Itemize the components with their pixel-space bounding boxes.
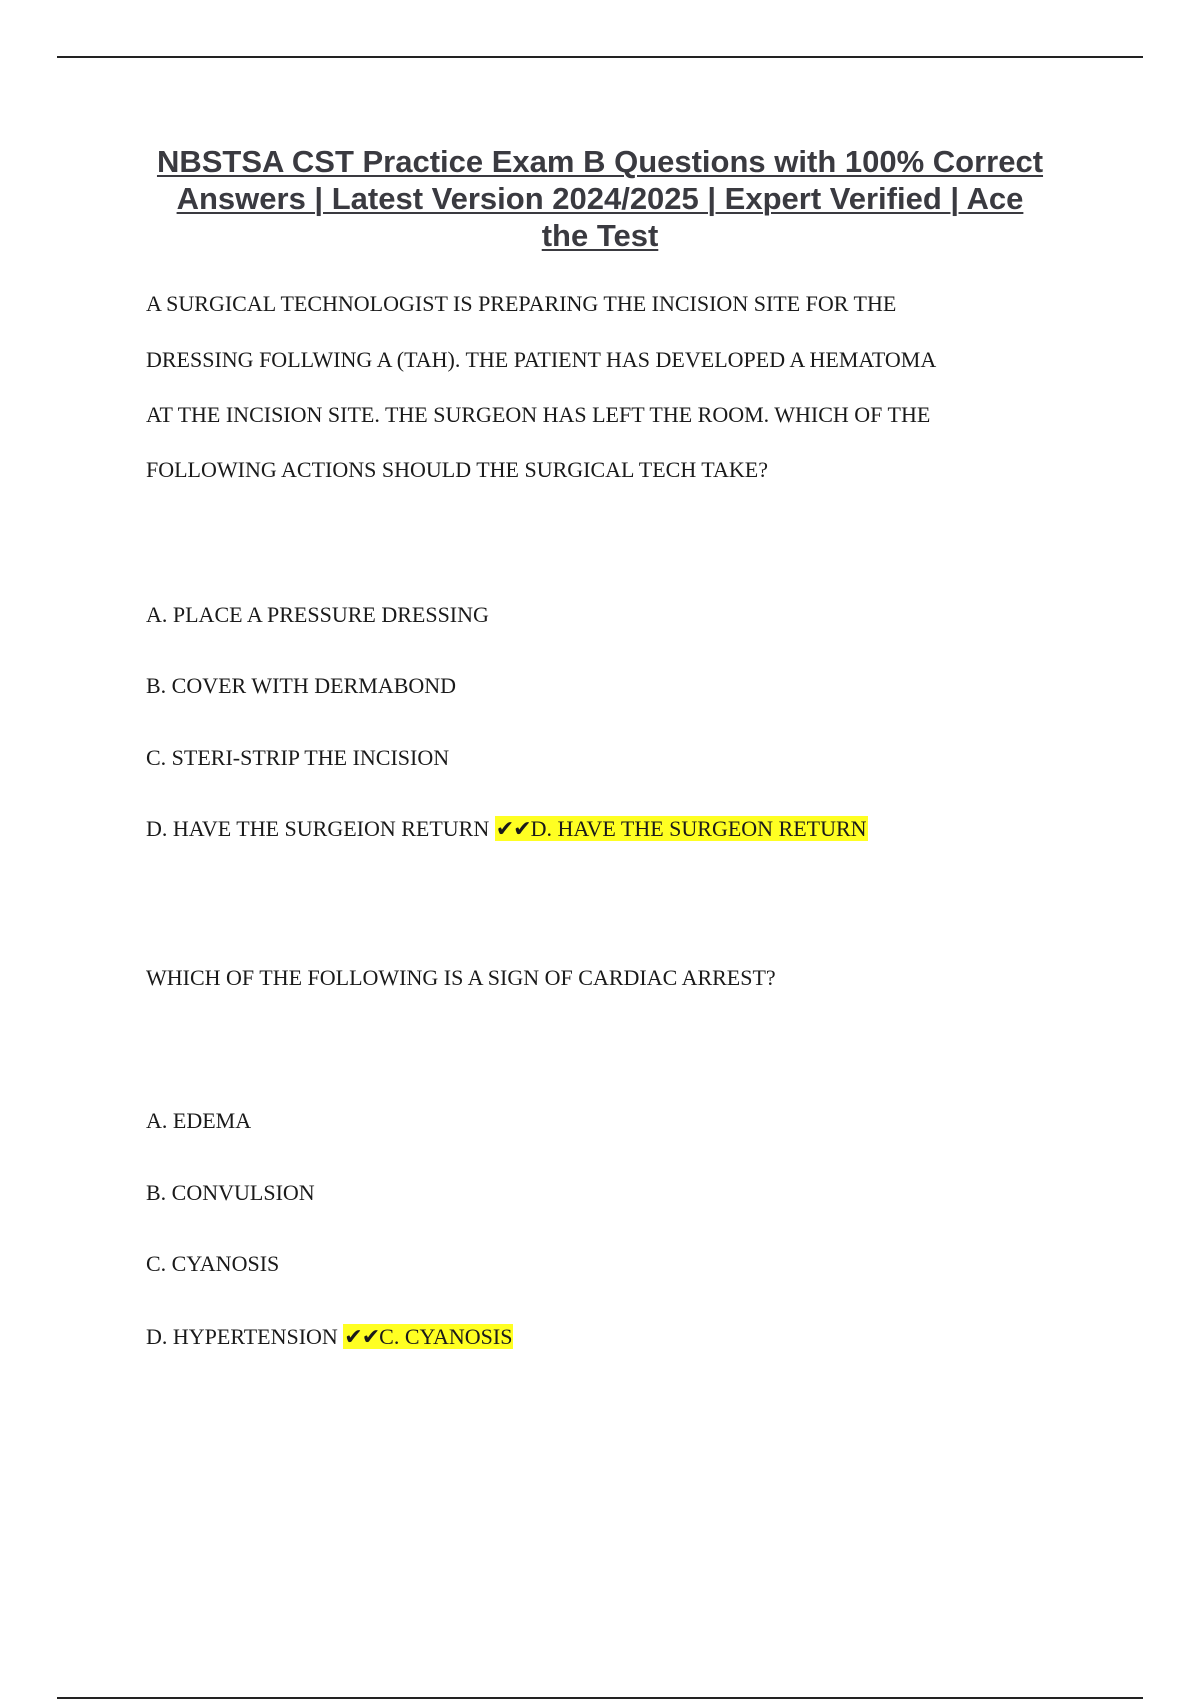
question-2-answer: C. CYANOSIS bbox=[379, 1324, 513, 1349]
bottom-rule bbox=[57, 1697, 1143, 1699]
question-1-answer: D. HAVE THE SURGEON RETURN bbox=[530, 816, 867, 841]
question-1-stem-line-2: DRESSING FOLLWING A (TAH). THE PATIENT HAS DEVELOPED A HEMATOMA bbox=[146, 347, 937, 372]
double-check-icon: ✔✔ bbox=[495, 816, 531, 841]
question-2-option-d: D. HYPERTENSION bbox=[146, 1324, 338, 1349]
question-1-option-d: D. HAVE THE SURGEION RETURN bbox=[146, 816, 490, 841]
question-2-option-b: B. CONVULSION bbox=[146, 1180, 315, 1205]
question-2-stem-line-1: WHICH OF THE FOLLOWING IS A SIGN OF CARDIAC ARREST? bbox=[146, 965, 776, 990]
double-check-icon: ✔✔ bbox=[344, 1324, 380, 1349]
document-title: NBSTSA CST Practice Exam B Questions with 100% Correct Answers | Latest Version 2024/2025 | Expert Verified | Ace the Test bbox=[156, 144, 1044, 253]
question-1-option-a: A. PLACE A PRESSURE DRESSING bbox=[146, 602, 489, 627]
question-1-answer-highlight bbox=[495, 816, 868, 841]
question-2-option-a: A. EDEMA bbox=[146, 1108, 252, 1133]
question-1-stem-line-3: AT THE INCISION SITE. THE SURGEON HAS LEFT THE ROOM. WHICH OF THE bbox=[146, 402, 931, 427]
question-1-option-d-row bbox=[146, 816, 868, 842]
question-1-option-b: B. COVER WITH DERMABOND bbox=[146, 673, 457, 698]
question-2-option-d-row bbox=[146, 1324, 513, 1350]
question-2-answer-highlight bbox=[343, 1324, 513, 1349]
question-1-stem-line-4: FOLLOWING ACTIONS SHOULD THE SURGICAL TECH TAKE? bbox=[146, 457, 768, 482]
question-1-option-c: C. STERI-STRIP THE INCISION bbox=[146, 745, 450, 770]
question-1-stem-line-1: A SURGICAL TECHNOLOGIST IS PREPARING THE INCISION SITE FOR THE bbox=[146, 291, 897, 316]
top-rule bbox=[57, 56, 1143, 58]
question-2-option-c: C. CYANOSIS bbox=[146, 1251, 280, 1276]
